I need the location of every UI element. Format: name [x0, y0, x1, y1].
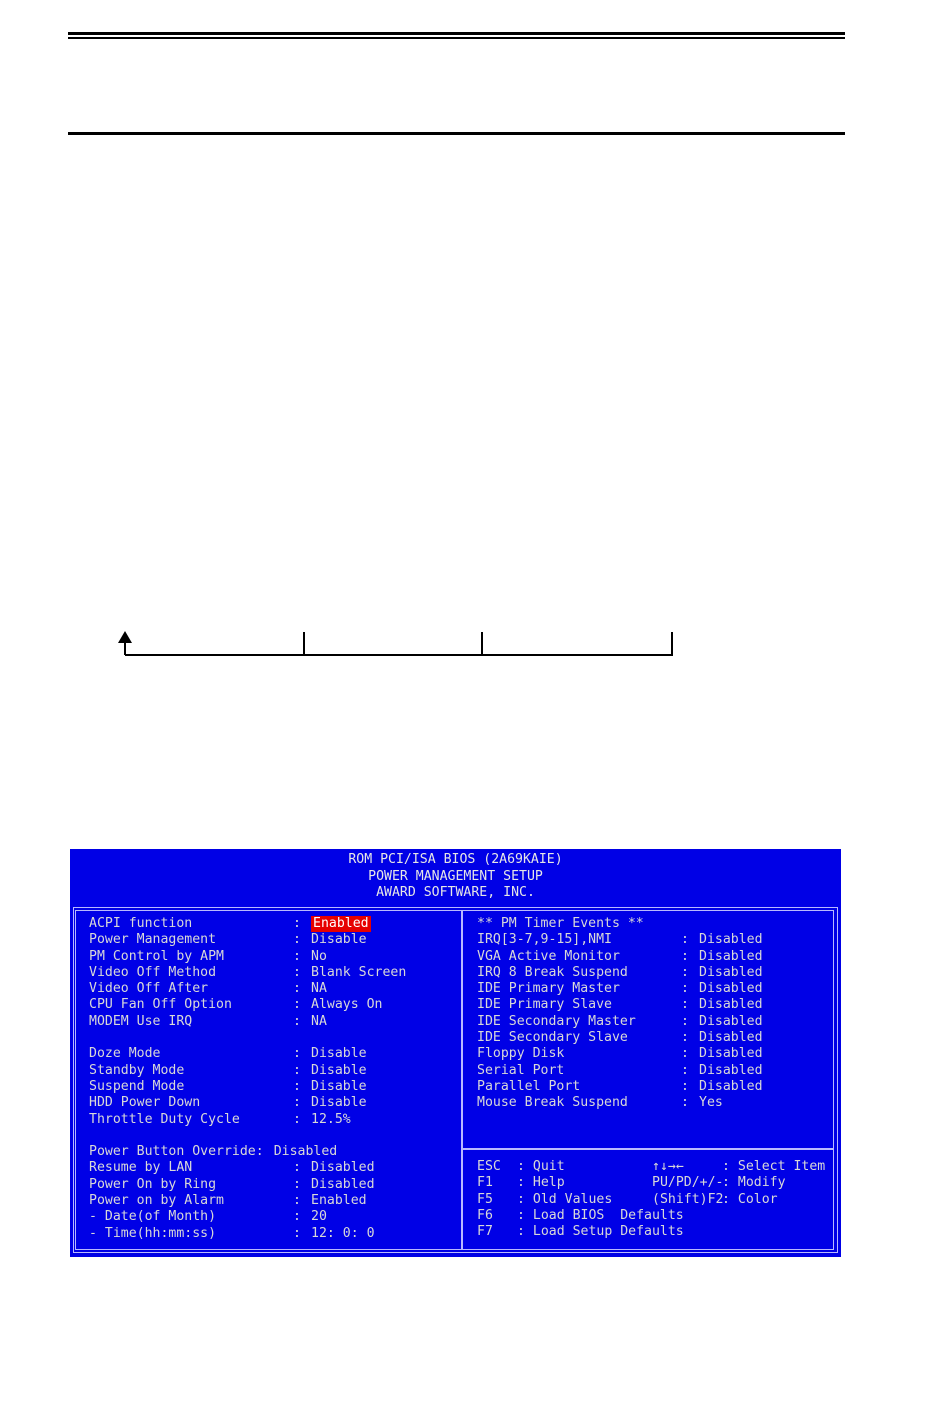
key-help-row [477, 1208, 833, 1224]
setting-row[interactable] [89, 981, 457, 997]
setting-row[interactable] [89, 1046, 457, 1062]
timer-event-label: Serial Port [477, 1062, 565, 1078]
key-help-key: PU/PD/+/- [652, 1175, 724, 1191]
timer-event-value[interactable]: Disabled [699, 948, 763, 964]
pm-timer-events-title: ** PM Timer Events ** [477, 916, 644, 931]
key-help-action: : Quit [517, 1159, 565, 1174]
key-help-key: F7 [477, 1224, 493, 1240]
timer-event-value[interactable]: Disabled [699, 1030, 763, 1046]
key-help-key: F1 [477, 1175, 493, 1191]
key-help-key: (Shift)F2 [652, 1191, 724, 1207]
timer-event-separator: : [681, 1095, 689, 1111]
timer-event-separator: : [681, 1078, 689, 1094]
setting-label: Suspend Mode [89, 1078, 185, 1094]
setting-value[interactable]: Enabled [311, 1193, 367, 1209]
key-help-action: : Color [722, 1191, 778, 1207]
setting-label: Power Management [89, 932, 217, 948]
timer-event-value[interactable]: Disabled [699, 932, 763, 948]
setting-value[interactable]: Disable [311, 1062, 367, 1078]
key-help-key: F5 [477, 1191, 493, 1207]
setting-value[interactable]: 12: 0: 0 [311, 1225, 375, 1241]
setting-row[interactable] [89, 1160, 457, 1176]
timer-event-row[interactable] [477, 1095, 833, 1111]
setting-value[interactable]: Disabled [311, 1160, 375, 1176]
setting-value[interactable]: Disabled [273, 1144, 338, 1160]
setting-value[interactable]: NA [311, 1013, 327, 1029]
timer-event-value[interactable]: Disabled [699, 997, 763, 1013]
timer-event-row[interactable] [477, 1030, 833, 1046]
setting-separator: : [293, 1160, 301, 1176]
setting-separator: : [293, 932, 301, 948]
setting-value[interactable]: Disabled [311, 1176, 375, 1192]
timer-event-row[interactable] [477, 1063, 833, 1079]
timer-event-separator: : [681, 1062, 689, 1078]
key-help-key: ↑↓→← [652, 1159, 684, 1174]
setting-separator: : [293, 1209, 301, 1225]
setting-label: Power on by Alarm [89, 1193, 224, 1209]
setting-separator: : [293, 981, 301, 997]
setting-label: CPU Fan Off Option [89, 997, 232, 1013]
setting-value[interactable]: Disable [311, 932, 367, 948]
setting-label: Power Button Override [89, 1144, 256, 1160]
timer-event-label: Parallel Port [477, 1078, 581, 1094]
setting-row[interactable] [89, 1112, 457, 1128]
setting-label: - Date(of Month) [89, 1209, 217, 1225]
timer-event-row[interactable] [477, 965, 833, 981]
timer-event-value[interactable]: Disabled [699, 964, 763, 980]
setting-value[interactable]: 20 [311, 1209, 327, 1225]
setting-separator: : [293, 1176, 301, 1192]
timer-event-label: IDE Secondary Slave [477, 1030, 628, 1046]
setting-separator: : [255, 1144, 264, 1160]
header-rule-thin [68, 37, 845, 39]
timer-event-value[interactable]: Disabled [699, 1078, 763, 1094]
timer-event-label: IDE Secondary Master [477, 1013, 636, 1029]
setting-value[interactable]: Disable [311, 1046, 367, 1062]
setting-row[interactable] [89, 932, 457, 948]
timer-event-label: Mouse Break Suspend [477, 1095, 628, 1111]
key-help-key: ESC [477, 1159, 501, 1174]
setting-separator: : [293, 1078, 301, 1094]
setting-row[interactable] [89, 1226, 457, 1242]
key-help-action: : Help [517, 1175, 565, 1191]
setting-value[interactable]: Disable [311, 1095, 367, 1111]
timer-event-label: VGA Active Monitor [477, 948, 620, 964]
timer-event-separator: : [681, 964, 689, 980]
timer-event-row[interactable] [477, 932, 833, 948]
timer-event-row[interactable] [477, 1079, 833, 1095]
pm-timer-events-list [477, 916, 833, 1112]
setting-value[interactable]: NA [311, 981, 327, 997]
setting-separator: : [293, 948, 301, 964]
key-help-panel [477, 1159, 833, 1240]
timer-event-label: IDE Primary Slave [477, 997, 612, 1013]
timer-event-row[interactable] [477, 981, 833, 997]
setting-label: MODEM Use IRQ [89, 1013, 193, 1029]
power-settings-list [89, 916, 457, 1242]
bios-vendor: AWARD SOFTWARE, INC. [376, 885, 535, 900]
setting-label: Resume by LAN [89, 1160, 193, 1176]
timer-event-value[interactable]: Disabled [699, 1046, 763, 1062]
key-help-action: : Load BIOS Defaults [517, 1207, 684, 1223]
setting-value[interactable]: 12.5% [311, 1111, 351, 1127]
key-help-key: F6 [477, 1207, 493, 1223]
setting-separator: : [293, 1193, 301, 1209]
setting-value[interactable]: Disable [311, 1078, 367, 1094]
setting-label: ACPI function [89, 916, 193, 931]
header-rule-bottom [68, 132, 845, 135]
setting-row[interactable] [89, 1095, 457, 1111]
setting-label: - Time(hh:mm:ss) [89, 1225, 217, 1241]
bios-title: ROM PCI/ISA BIOS (2A69KAIE) [348, 852, 563, 867]
setting-label: Video Off After [89, 981, 209, 997]
setting-label: Doze Mode [89, 1046, 161, 1062]
timer-event-value[interactable]: Yes [699, 1095, 723, 1111]
timer-event-row[interactable] [477, 1014, 833, 1030]
setting-row[interactable] [89, 1209, 457, 1225]
bracket-arrow-head [118, 631, 132, 643]
setting-row[interactable] [89, 1063, 457, 1079]
setting-separator: : [293, 1111, 301, 1127]
setting-row[interactable] [89, 1193, 457, 1209]
timer-event-label: IRQ 8 Break Suspend [477, 964, 628, 980]
setting-row[interactable] [89, 949, 457, 965]
setting-separator: : [293, 1013, 301, 1029]
key-help-action: : Modify [722, 1175, 786, 1191]
setting-value[interactable]: No [311, 948, 327, 964]
bios-screen [70, 849, 841, 1257]
setting-separator: : [293, 1046, 301, 1062]
setting-separator: : [293, 964, 301, 980]
bios-header [70, 852, 841, 902]
timer-event-value[interactable]: Disabled [699, 1062, 763, 1078]
timer-event-separator: : [681, 1046, 689, 1062]
timer-event-separator: : [681, 1030, 689, 1046]
setting-row[interactable] [89, 916, 457, 932]
setting-row[interactable] [89, 997, 457, 1013]
setting-label: Throttle Duty Cycle [89, 1111, 240, 1127]
setting-row[interactable] [89, 1177, 457, 1193]
timer-event-separator: : [681, 932, 689, 948]
setting-separator: : [293, 1225, 301, 1241]
setting-label: Power On by Ring [89, 1176, 217, 1192]
timer-event-value[interactable]: Disabled [699, 981, 763, 997]
setting-value[interactable]: Always On [311, 997, 383, 1013]
bios-column-divider [461, 910, 463, 1250]
bracket-diagram [0, 0, 950, 700]
key-help-action: : Load Setup Defaults [517, 1224, 684, 1240]
timer-event-row[interactable] [477, 997, 833, 1013]
timer-event-separator: : [681, 1013, 689, 1029]
key-help-row [477, 1159, 833, 1175]
timer-event-separator: : [681, 948, 689, 964]
setting-row[interactable] [89, 1144, 457, 1160]
setting-separator: : [293, 1062, 301, 1078]
timer-event-label: Floppy Disk [477, 1046, 565, 1062]
setting-spacer [89, 1128, 457, 1144]
setting-spacer [89, 1030, 457, 1046]
timer-event-value[interactable]: Disabled [699, 1013, 763, 1029]
setting-separator: : [293, 997, 301, 1013]
setting-label: Video Off Method [89, 964, 217, 980]
setting-separator: : [293, 1095, 301, 1111]
setting-separator: : [293, 916, 301, 931]
bios-subtitle: POWER MANAGEMENT SETUP [368, 868, 543, 884]
setting-row[interactable] [89, 1014, 457, 1030]
timer-event-label: IDE Primary Master [477, 981, 620, 997]
setting-label: HDD Power Down [89, 1095, 201, 1111]
timer-event-label: IRQ[3-7,9-15],NMI [477, 932, 612, 948]
key-help-action: : Old Values [517, 1191, 613, 1207]
setting-row[interactable] [89, 1079, 457, 1095]
timer-event-separator: : [681, 997, 689, 1013]
key-help-row [477, 1192, 833, 1208]
setting-value-selected[interactable]: Enabled [313, 916, 369, 931]
key-help-row [477, 1175, 833, 1191]
setting-value[interactable]: Blank Screen [311, 964, 407, 980]
setting-label: PM Control by APM [89, 948, 224, 964]
header-rule-thick [68, 32, 845, 35]
timer-event-row[interactable] [477, 1046, 833, 1062]
setting-label: Standby Mode [89, 1062, 185, 1078]
key-help-action: : Select Item [722, 1159, 826, 1174]
key-help-row [477, 1224, 833, 1240]
setting-row[interactable] [89, 965, 457, 981]
bios-help-divider [462, 1148, 834, 1150]
timer-event-separator: : [681, 981, 689, 997]
timer-event-row[interactable] [477, 949, 833, 965]
